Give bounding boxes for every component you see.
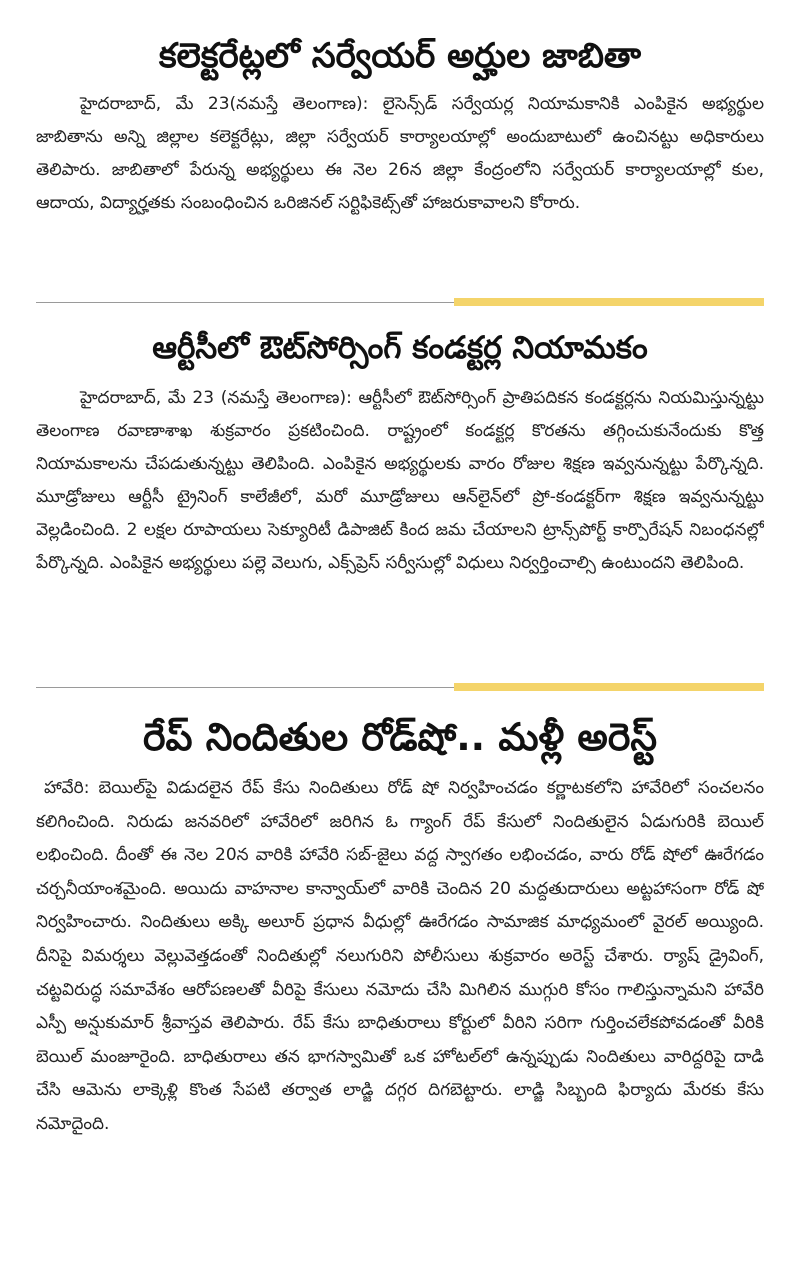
article-body: హైదరాబాద్, మే 23 (నమస్తే తెలంగాణ): ఆర్టీసీలో ఔట్‌సోర్సింగ్ ప్రాతిపదికన కండక్టర్లను నియమిస్తున్నట్టు తెలంగాణ రవాణాశాఖ శుక్రవారం ప్రకటించింది. రాష్ట్రంలో కండక్టర్ల కొరతను తగ్గించుకునేందుకు కొత్త నియామకాలను చేపడుతున్నట్టు తెలిపింది. ఎంపికైన అభ్యర్థులకు వారం రోజుల శిక్షణ ఇవ్వనున్నట్టు పేర్కొన్నది. మూడ్రోజులు ఆర్టీసీ ట్రైనింగ్ కాలేజీలో, మరో మూడ్రోజులు ఆన్‌లైన్‌లో ప్రో-కండక్టర్‌గా శిక్షణ ఇవ్వనున్నట్టు వెల్లడించింది. 2 లక్షల రూపాయలు సెక్యూరిటీ డిపాజిట్ కింద జమ చేయాలని ట్రాన్స్‌పోర్ట్ కార్పొరేషన్ నిబంధనల్లో పేర్కొన్నది. ఎంపికైన అభ్యర్థులు పల్లె వెలుగు, ఎక్స్‌ప్రెస్ సర్వీసుల్లో విధులు నిర్వర్తించాల్సి ఉంటుందని తెలిపింది. bbox=[36, 388, 764, 573]
article-roadshow-arrest bbox=[36, 702, 764, 1272]
section-divider bbox=[36, 683, 764, 691]
headline: ఆర్టీసీలో ఔట్‌సోర్సింగ్ కండక్టర్ల నియామకం bbox=[152, 330, 648, 366]
headline: రేప్ నిందితుల రోడ్‌షో.. మళ్లీ అరెస్ట్ bbox=[142, 715, 658, 759]
article-body: హైదరాబాద్, మే 23(నమస్తే తెలంగాణ): లైసెన్స్‌డ్ సర్వేయర్ల నియామకానికి ఎంపికైన అభ్యర్థుల జాబితాను అన్ని జిల్లాల కలెక్టరేట్లు, జిల్లా సర్వేయర్ కార్యాలయాల్లో అందుబాటులో ఉంచినట్టు అధికారులు తెలిపారు. జాబితాలో పేరున్న అభ్యర్థులు ఈ నెల 26న జిల్లా కేంద్రంలోని సర్వేయర్ కార్యాలయాల్లో కుల, ఆదాయ, విద్యార్హతకు సంబంధించిన ఒరిజినల్ సర్టిఫికెట్స్‌తో హాజరుకావాలని కోరారు. bbox=[36, 94, 764, 213]
article-surveyor-list bbox=[36, 30, 764, 288]
divider-accent-bar bbox=[454, 683, 764, 691]
article-body: హావేరి: బెయిల్‌పై విడుదలైన రేప్ కేసు నిందితులు రోడ్ షో నిర్వహించడం కర్ణాటకలోని హావేరిలో సంచలనం కలిగించింది. నిరుడు జనవరిలో హావేరిలో జరిగిన ఓ గ్యాంగ్ రేప్ కేసులో నిందితులైన ఏడుగురికి బెయిల్ లభించింది. దీంతో ఈ నెల 20న వారికి హావేరి సబ్-జైలు వద్ద స్వాగతం లభించడం, వారు రోడ్ షోలో ఊరేగడం చర్చనీయాంశమైంది. అయిదు వాహనాల కాన్వాయ్‌లో వారికి చెందిన 20 మద్దతుదారులు అట్టహాసంగా రోడ్ షో నిర్వహించారు. నిందితులు అక్కి అలూర్ ప్రధాన వీధుల్లో ఊరేగడం సామాజిక మాధ్యమంలో వైరల్ అయ్యింది. దీనిపై విమర్శలు వెల్లువెత్తడంతో నిందితుల్లో నలుగురిని పోలీసులు శుక్రవారం అరెస్ట్ చేశారు. ర్యాష్ డ్రైవింగ్, చట్టవిరుద్ధ సమావేశం ఆరోపణలతో వీరిపై కేసులు నమోదు చేసి మిగిలిన ముగ్గురి కోసం గాలిస్తున్నామని హావేరి ఎస్పీ అన్షుకుమార్ శ్రీవాస్తవ తెలిపారు. రేప్ కేసు బాధితురాలు కోర్టులో వీరిని సరిగా గుర్తించలేకపోవడంతో వీరికి బెయిల్ మంజూరైంది. బాధితురాలు తన భాగస్వామితో ఒక హోటల్‌లో ఉన్నప్పుడు నిందితులు వారిద్దరిపై దాడి చేసి ఆమెను లాక్కెళ్లి కొంత సేపటి తర్వాత లాడ్జి దగ్గర దిగబెట్టారు. లాడ్జి సిబ్బంది ఫిర్యాదు మేరకు కేసు నమోదైంది. bbox=[36, 778, 764, 1134]
section-divider bbox=[36, 298, 764, 306]
article-rtc-conductors bbox=[36, 318, 764, 678]
headline: కలెక్టరేట్లలో సర్వేయర్ అర్హుల జాబితా bbox=[158, 36, 642, 76]
divider-accent-bar bbox=[454, 298, 764, 306]
